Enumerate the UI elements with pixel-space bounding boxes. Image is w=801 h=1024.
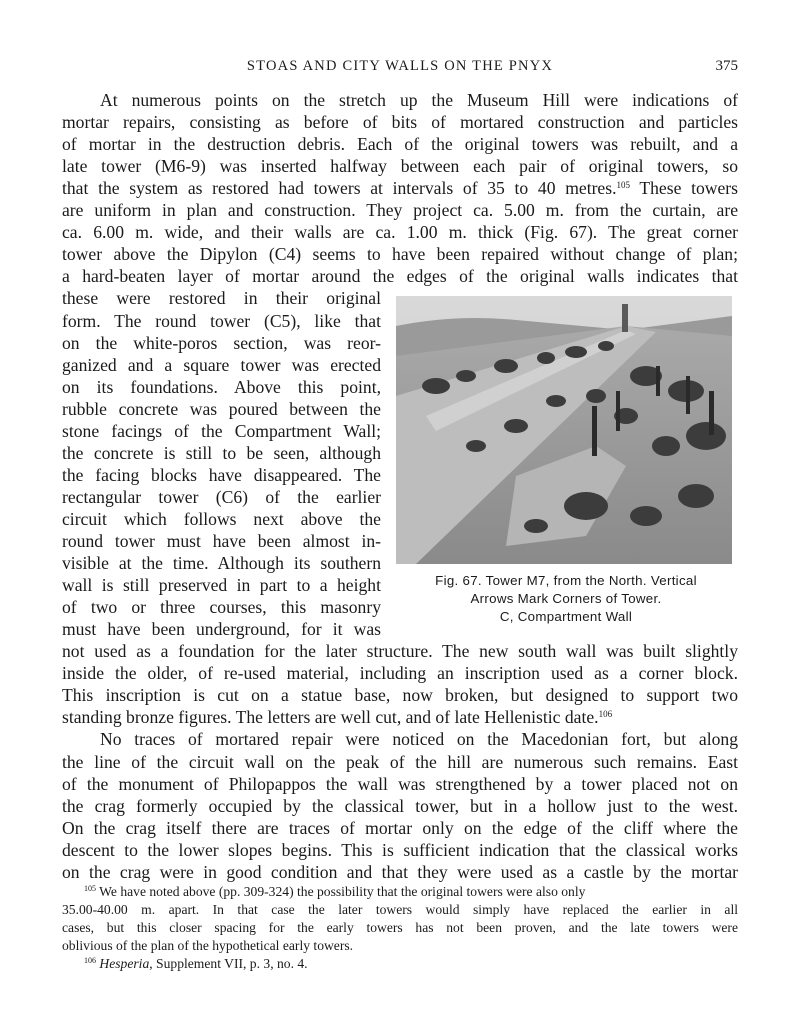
text-run: not used as a foundation for the later structure. The new south wall was built slightly <box>62 641 738 662</box>
footnote-line: oblivious of the plan of the hypothetical early towers. <box>62 938 354 953</box>
footnote-line: cases, but this closer spacing for the early towers has not been proven, and the late towers were <box>62 920 738 935</box>
text-run: On the crag itself there are traces of mortar only on the edge of the cliff where the <box>62 817 738 838</box>
text-line <box>62 817 738 839</box>
text-line: of two or three courses, this masonry <box>62 597 381 618</box>
text-line <box>62 839 738 861</box>
figure-caption-line: C, Compartment Wall <box>499 609 633 624</box>
text-line <box>62 640 738 662</box>
text-line <box>62 265 738 287</box>
text-run: These towers <box>630 178 738 199</box>
text-line <box>62 795 738 817</box>
text-line: round tower must have been almost in- <box>62 531 381 551</box>
text-run: inside the older, of re-used material, including an inscription used as a corner block. <box>62 663 738 684</box>
text-run: a hard-beaten layer of mortar around the edges of the original walls indicates that <box>62 266 738 287</box>
text-line: must have been underground, for it was <box>62 619 381 640</box>
footnote-105 <box>62 883 738 901</box>
text-run: tower above the Dipylon (C4) seems to have been repaired without change of plan; <box>62 244 738 265</box>
text-line: wall is still preserved in part to a height <box>62 575 381 596</box>
text-line: on the white-poros section, was reor- <box>62 332 381 353</box>
footnote-line: 35.00-40.00 m. apart. In that case the later towers would simply have replaced the earlier in all <box>62 902 738 917</box>
text-run: standing bronze figures. The letters are well cut, and of late Hellenistic date. <box>62 707 599 728</box>
footnote-number: 106 <box>84 956 96 965</box>
text-line <box>62 662 738 684</box>
text-line <box>62 706 738 728</box>
footnote-journal: Hesperia <box>99 956 150 971</box>
text-line: ganized and a square tower was erected <box>62 354 381 375</box>
footnote-ref: 106 <box>598 709 613 720</box>
text-line <box>62 773 738 795</box>
figure-photo <box>396 296 732 564</box>
running-head: STOAS AND CITY WALLS ON THE PNYX <box>246 58 554 74</box>
text-line: on its foundations. Above this point, <box>62 376 381 397</box>
text-line <box>62 243 738 265</box>
text-run: are uniform in plan and construction. They project ca. 5.00 m. from the curtain, are <box>62 200 738 221</box>
text-run: that the system as restored had towers at intervals of 35 to 40 metres. <box>62 178 617 199</box>
text-line <box>62 133 738 155</box>
page-header <box>62 54 738 78</box>
text-line <box>62 751 738 773</box>
text-run: of mortar in the destruction debris. Each of the original towers was rebuilt, and a <box>62 134 738 155</box>
text-run: At numerous points on the stretch up the Museum Hill were indications of <box>100 90 738 110</box>
page-number: 375 <box>715 58 738 74</box>
text-run: mortar repairs, consisting as before of bits of mortared construction and particles <box>62 112 738 133</box>
text-line: stone facings of the Compartment Wall; <box>62 420 381 441</box>
text-line <box>62 684 738 706</box>
text-line: rubble concrete was poured between the <box>62 398 381 419</box>
footnote-number: 105 <box>84 884 96 893</box>
text-line: circuit which follows next above the <box>62 508 381 529</box>
text-line: these were restored in their original <box>62 288 381 309</box>
text-line <box>62 861 738 883</box>
text-run: descent to the lower slopes begins. This is sufficient indication that the classical works <box>62 839 738 860</box>
text-run: This inscription is cut on a statue base, now broken, but designed to support two <box>62 685 738 706</box>
text-run: No traces of mortared repair were noticed on the Macedonian fort, but along <box>100 729 738 750</box>
text-run: the crag formerly occupied by the classical tower, but in a hollow just to the west. <box>62 795 738 816</box>
text-line <box>62 177 738 199</box>
text-run: the line of the circuit wall on the peak of the hill are numerous such remains. East <box>62 751 738 772</box>
text-line: form. The round tower (C5), like that <box>62 310 381 331</box>
figure-caption-line: Arrows Mark Corners of Tower. <box>470 591 662 606</box>
text-line: the concrete is still to be seen, although <box>62 442 381 463</box>
text-line: rectangular tower (C6) of the earlier <box>62 486 381 507</box>
text-line <box>62 199 738 221</box>
text-run: ca. 6.00 m. wide, and their walls are ca. 1.00 m. thick (Fig. 67). The great corner <box>62 222 738 243</box>
text-line <box>62 89 738 111</box>
figure-caption-line: Fig. 67. Tower M7, from the North. Vertical <box>435 573 697 588</box>
text-run: late tower (M6-9) was inserted halfway between each pair of original towers, so <box>62 156 738 177</box>
footnote-106 <box>62 955 738 973</box>
footnote-ref: 105 <box>616 180 630 191</box>
text-run: of the monument of Philopappos the wall was strengthened by a tower placed not on <box>62 773 738 794</box>
footnote-text: We have noted above (pp. 309-324) the possibility that the original towers were also only <box>99 884 586 899</box>
text-line: visible at the time. Although its southern <box>62 553 381 574</box>
tower-photo-image <box>396 296 732 564</box>
text-line: the facing blocks have disappeared. The <box>62 464 381 485</box>
text-line <box>62 221 738 243</box>
text-run: on the crag were in good condition and that they were used as a castle by the mortar <box>62 861 738 882</box>
footnote-text: , Supplement VII, p. 3, no. 4. <box>149 956 308 971</box>
text-line <box>62 111 738 133</box>
text-line <box>62 155 738 177</box>
text-line <box>62 728 738 750</box>
